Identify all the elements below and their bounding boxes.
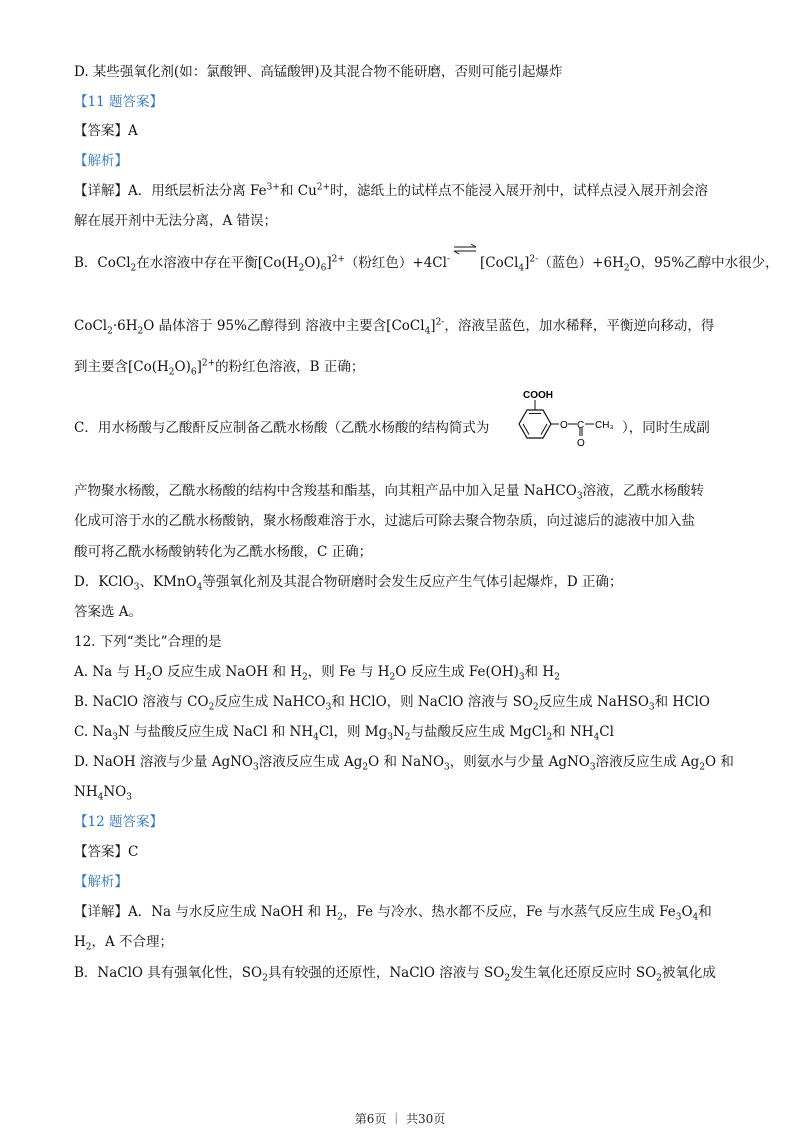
q12-detail-line-1: 【详解】A．Na 与水反应生成 NaOH 和 $H_2$，Fe 与冷水、热水都不反应，Fe 与水蒸气反应生成 $Fe_3O_4$和 [74, 904, 712, 923]
q12-detail-line-2: $H_2$，A 不合理； [74, 934, 174, 953]
q12-option-b: B. NaClO 溶液与 $CO_2$反应生成 NaHCO$_3$和 HClO，则 NaClO 溶液与 $SO_2$反应生成 NaHSO$_3$和 HClO [74, 694, 710, 713]
structure-ch3: CH₃ [595, 420, 614, 431]
q11-detail-c-line-3: 化成可溶于水的乙酰水杨酸钠，聚水杨酸难溶于水，过滤后可除去聚合物杂质，向过滤后的滤液中加入盐 [74, 513, 695, 529]
structure-c: C [577, 420, 585, 431]
q12-option-a: A. Na 与 $H_2O$ 反应生成 NaOH 和 $H_2$，则 Fe 与 $H_2O$ 反应生成 $Fe(OH)_3$和 $H_2$ [74, 664, 560, 683]
q11-detail-c-line-1b: ），同时生成副 [622, 420, 710, 436]
q11-detail-b-line-3: 到主要含$[Co(H_2O)_6]^{2+}$的粉红色溶液，B 正确； [74, 358, 365, 378]
q11-analysis-heading: 【解析】 [74, 153, 128, 169]
q12-option-c: C. $Na_3N$ 与盐酸反应生成 NaCl 和 $NH_4Cl$，则 $Mg_3N_2$与盐酸反应生成 MgCl$_2$和 $NH_4Cl$ [74, 724, 614, 743]
q11-detail-c-line-2: 产物聚水杨酸，乙酰水杨酸的结构中含羧基和酯基，向其粗产品中加入足量 NaHCO$_3$溶液，乙酰水杨酸转 [74, 483, 705, 502]
q11-detail-line-1: 【详解】A．用纸层析法分离 $Fe^{3+}$和 $Cu^{2+}$时，滤纸上的试样点不能浸入展开剂中，试样点浸入展开剂会溶 [74, 182, 709, 199]
q11-answer-heading: 【11 题答案】 [74, 94, 163, 110]
q11-answer: 【答案】A [74, 123, 138, 139]
q11-detail-b-line-2: $CoCl_2\cdot 6H_2O$ 晶体溶于 95%乙醇得到 溶液中主要含[CoCl$_4$]$^{2-}$，溶液呈蓝色，加水稀释，平衡逆向移动，得 [74, 317, 715, 337]
q11-detail-line-2: 解在展开剂中无法分离，A 错误； [74, 213, 278, 229]
q11-detail-b-equilibrium: B．CoCl$_2$在水溶液中存在平衡$[Co(H_2O)_6]^{2+}$（粉红色）+4Cl- [CoCl$_4$]$^{2-}$（蓝色）$+6H_2O$，95%乙醇中水很少， [74, 253, 740, 273]
q11-detail-c-line-4: 酸可将乙酰水杨酸钠转化为乙酰水杨酸，C 正确； [74, 544, 373, 560]
option-d-q11: D. 某些强氧化剂(如：氯酸钾、高锰酸钾)及其混合物不能研磨，否则可能引起爆炸 [74, 64, 563, 80]
q12-answer-heading: 【12 题答案】 [74, 814, 163, 830]
structure-cooh: COOH [523, 390, 553, 401]
q12-answer: 【答案】C [74, 844, 139, 860]
equilibrium-arrow-icon [450, 253, 480, 273]
q12-option-d: D. NaOH 溶液与少量 AgNO$_3$溶液反应生成 $Ag_2O$ 和 NaNO$_3$，则氨水与少量 AgNO$_3$溶液反应生成 $Ag_2O$ 和 [74, 754, 734, 773]
q11-detail-c-line-1a: C．用水杨酸与乙酸酐反应制备乙酰水杨酸（乙酰水杨酸的结构简式为 [74, 420, 490, 436]
q12-stem: 12. 下列“类比”合理的是 [74, 634, 222, 650]
structure-o: O [560, 420, 568, 431]
q12-detail-b: B．NaClO 具有强氧化性，$SO_2$具有较强的还原性，NaClO 溶液与 $SO_2$发生氧化还原反应时 $SO_2$被氧化成 [74, 965, 716, 984]
q12-option-d-line-2: $NH_4NO_3$ [74, 784, 132, 803]
q11-detail-d: D．KClO$_3$、KMnO$_4$等强氧化剂及其混合物研磨时会发生反应产生气体引起爆炸，D 正确； [74, 574, 623, 593]
q12-analysis-heading: 【解析】 [74, 874, 128, 890]
q11-conclusion: 答案选 A。 [74, 604, 143, 620]
page-footer: 第6页 ｜ 共30页 [354, 1112, 446, 1126]
acetylsalicylic-acid-structure [509, 388, 624, 454]
structure-carbonyl-o: O [577, 438, 585, 449]
